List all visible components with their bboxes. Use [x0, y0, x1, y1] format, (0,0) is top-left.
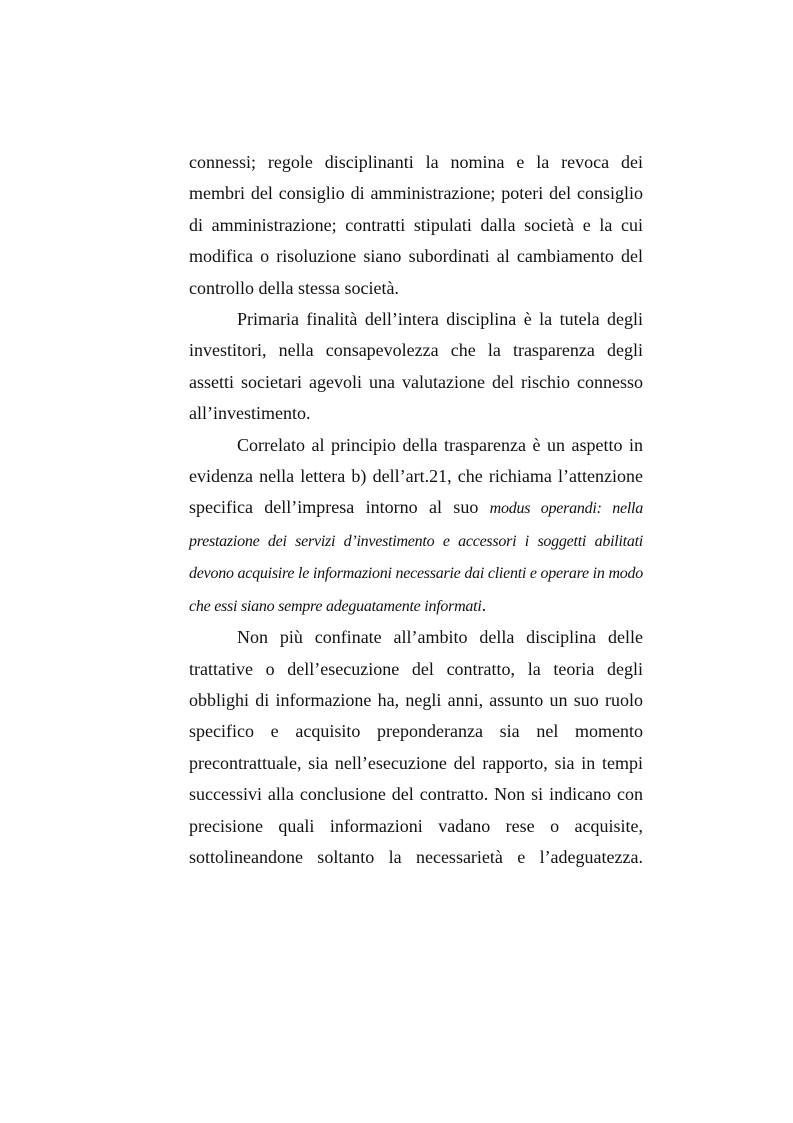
paragraph-3-period: . — [481, 594, 487, 615]
paragraph-3 — [189, 430, 643, 622]
paragraph-2-text: Primaria finalità dell’intera disciplina è la tutela degli investitori, nella consapevolezza che la trasparenza degli assetti societari agevoli una valutazione del rischio connesso all’investimento. — [189, 309, 643, 424]
paragraph-4-text: Non più confinate all’ambito della disciplina delle trattative o dell’esecuzione del contratto, la teoria degli obblighi di informazione ha, negli anni, assunto un suo ruolo specifico e acquisito preponderanza sia nel momento precontrattuale, sia nell’esecuzione del rapporto, sia in tempi successivi alla conclusione del contratto. Non si indicano con precisione quali informazioni vadano rese o acquisite, sottolineandone soltanto la necessarietà e l’adeguatezza. — [189, 627, 643, 867]
paragraph-1 — [189, 147, 643, 304]
paragraph-4 — [189, 622, 643, 873]
paragraph-3-italic-quote: modus operandi: nella prestazione dei servizi d’investimento e accessori i soggetti abilitati devono acquisire le informazioni necessarie dai clienti e operare in modo che essi siano sempre adeguatamente informati — [189, 500, 643, 615]
paragraph-3-text: Correlato al principio della trasparenza è un aspetto in evidenza nella lettera b) dell’art.21, che richiama l’attenzione specifica dell’impresa intorno al suo — [189, 434, 643, 518]
body-text — [189, 147, 643, 873]
paragraph-2 — [189, 304, 643, 430]
paragraph-1-text: connessi; regole disciplinanti la nomina e la revoca dei membri del consiglio di amministrazione; poteri del consiglio di amministrazione; contratti stipulati dalla società e la cui modifica o risoluzione siano subordinati al cambiamento del controllo della stessa società. — [189, 152, 643, 298]
